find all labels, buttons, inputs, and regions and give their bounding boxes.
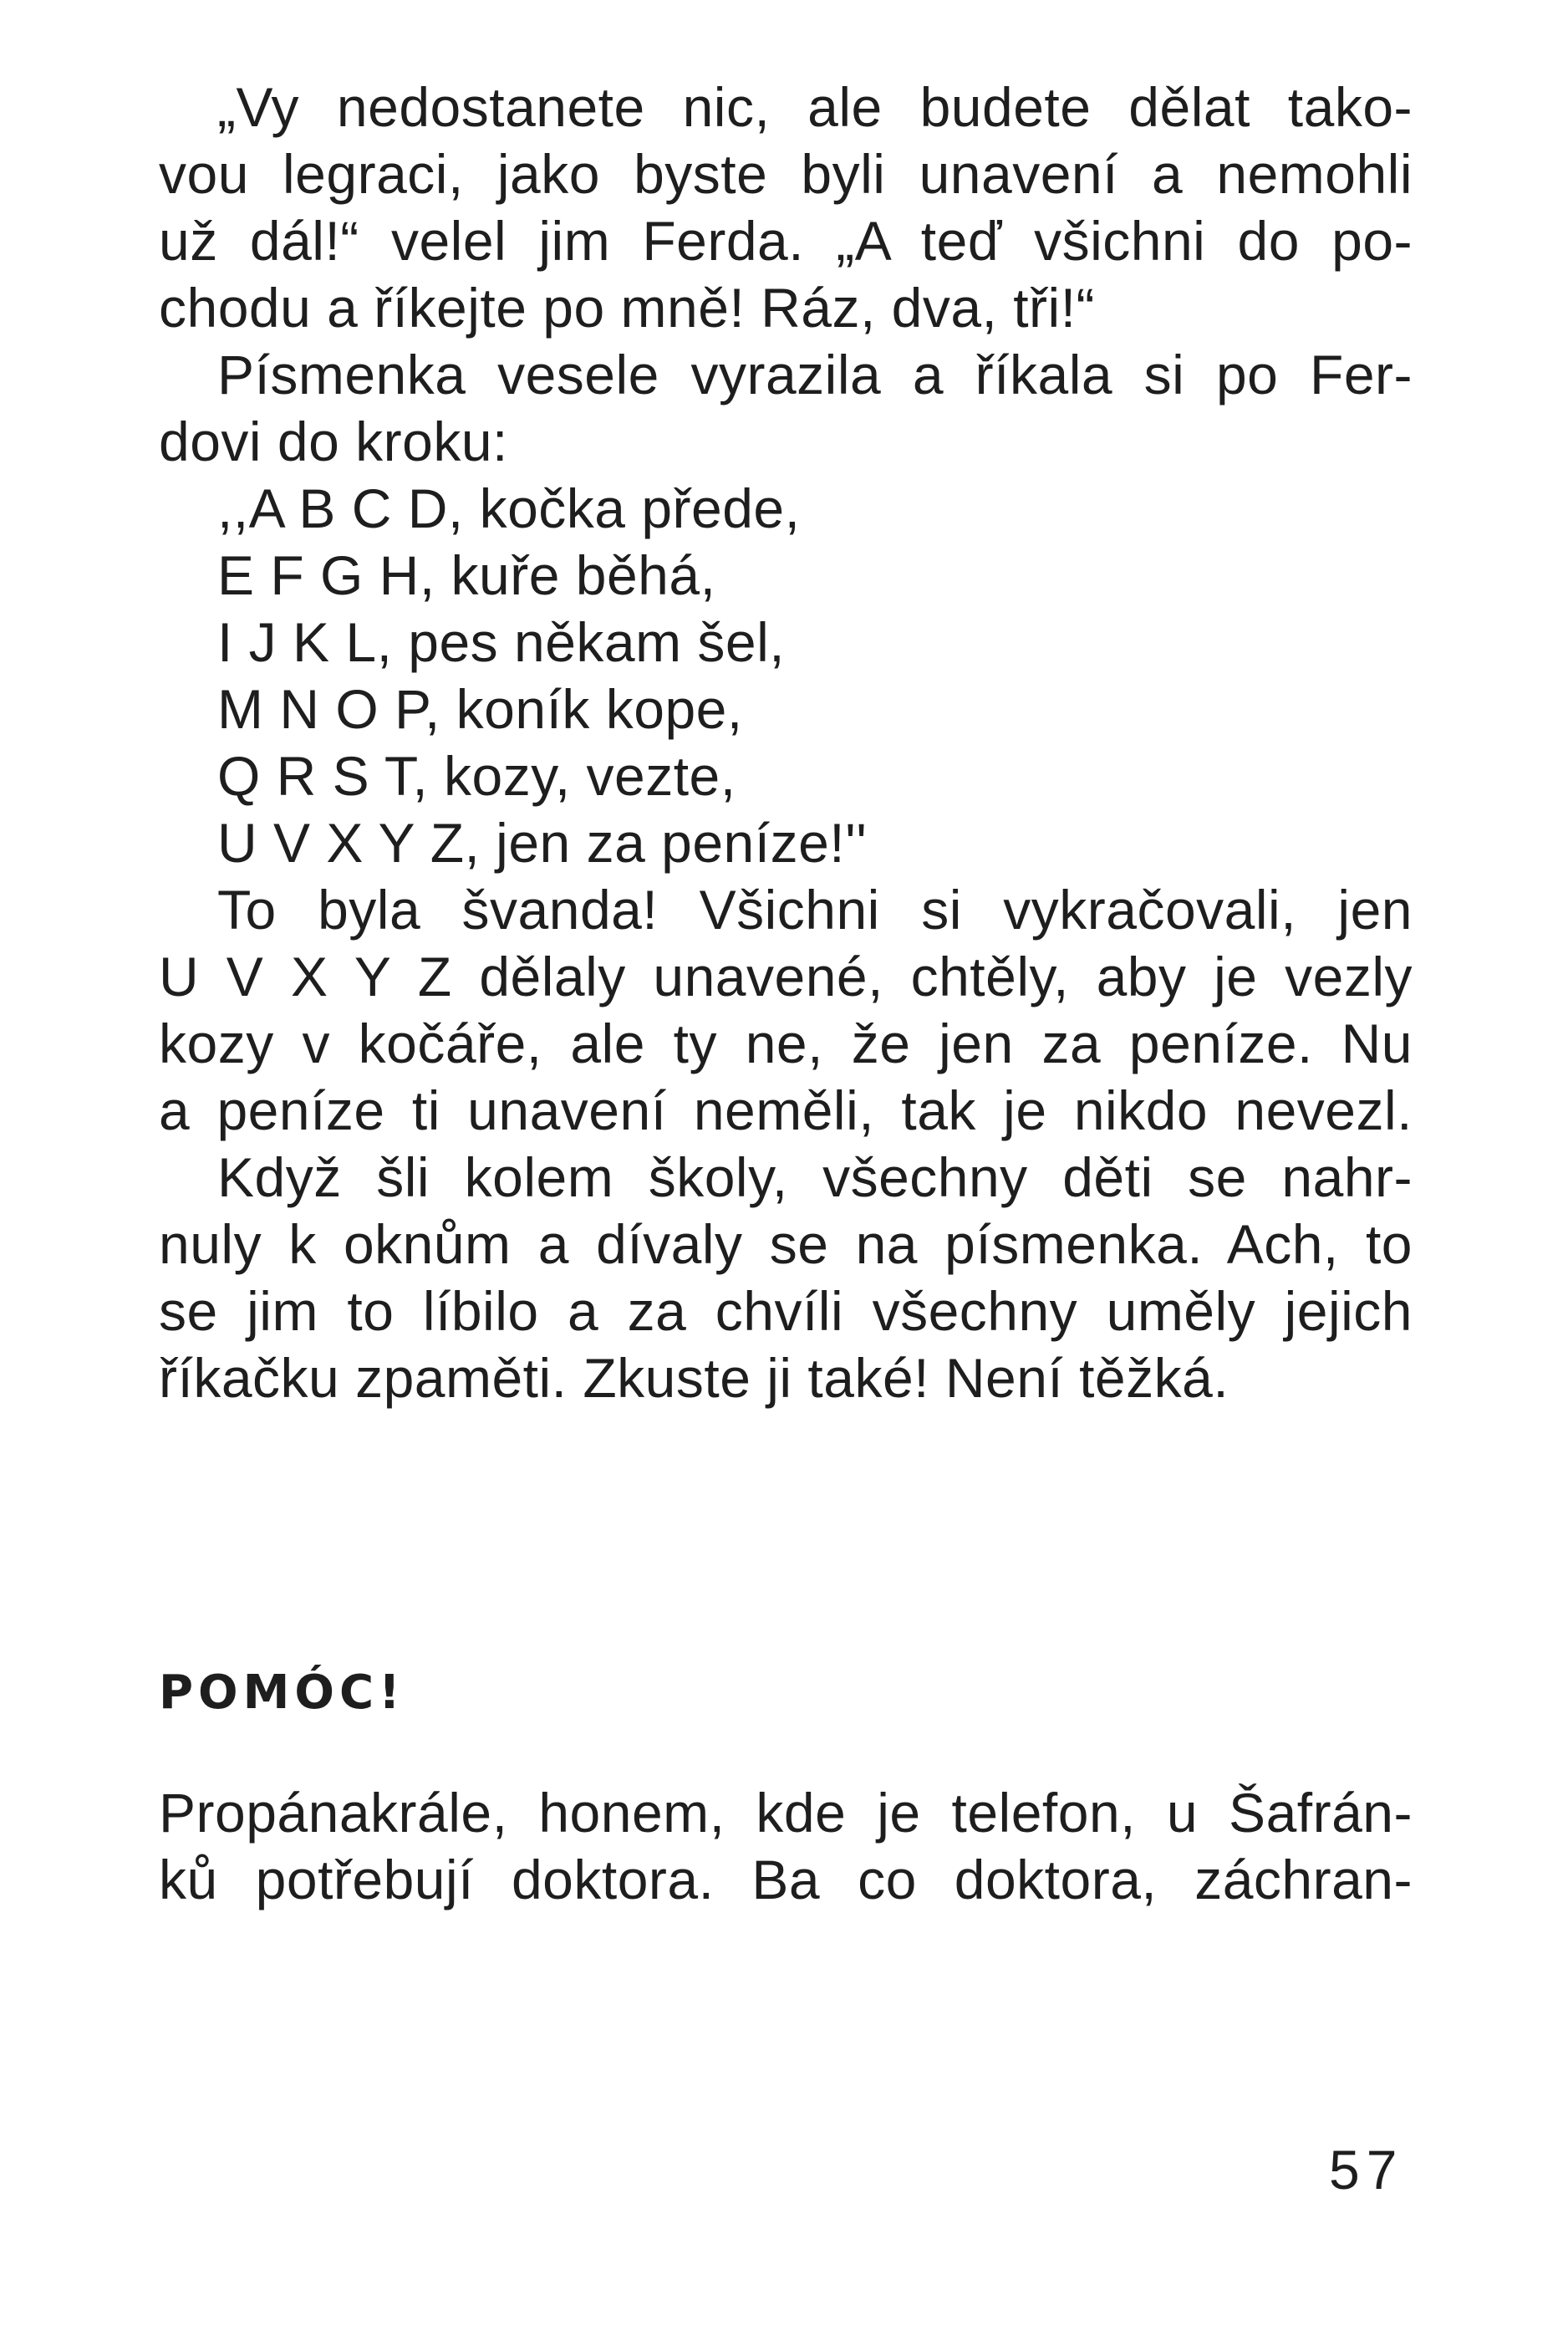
verse-line: Q R S T, kozy, vezte,	[217, 745, 736, 807]
verse-line: E F G H, kuře běhá,	[217, 544, 716, 606]
verse-line: M N O P, koník kope,	[217, 678, 743, 740]
verse-line: I J K L, pes někam šel,	[217, 611, 786, 673]
text-line: Propánakrále, honem, kde je telefon, u Šafrán-	[159, 1782, 1413, 1844]
text-line: nuly k oknům a dívaly se na písmenka. Ach, to	[159, 1213, 1413, 1275]
text-line: U V X Y Z dělaly unavené, chtěly, aby je vezly	[159, 946, 1413, 1007]
text-line: dovi do kroku:	[159, 411, 508, 472]
text-line: chodu a říkejte po mně! Ráz, dva, tři!“	[159, 277, 1096, 339]
text-line: vou legraci, jako byste byli unavení a nemohli	[159, 143, 1413, 205]
text-line: To byla švanda! Všichni si vykračovali, jen	[217, 879, 1413, 941]
text-line: Když šli kolem školy, všechny děti se nahr-	[217, 1146, 1413, 1208]
page-number: 57	[1329, 2139, 1404, 2201]
verse-line: U V X Y Z, jen za peníze!''	[217, 812, 868, 874]
section-heading: POMÓC!	[159, 1665, 405, 1720]
text-line: kozy v kočáře, ale ty ne, že jen za peníze. Nu	[159, 1012, 1413, 1074]
text-line: se jim to líbilo a za chvíli všechny uměly jejich	[159, 1280, 1413, 1342]
text-line: a peníze ti unavení neměli, tak je nikdo nevezl.	[159, 1079, 1413, 1141]
text-line: Písmenka vesele vyrazila a říkala si po Fer-	[217, 344, 1413, 406]
text-line: říkačku zpaměti. Zkuste ji také! Není těžká.	[159, 1347, 1229, 1409]
text-line: už dál!“ velel jim Ferda. „A teď všichni do po-	[159, 210, 1413, 272]
verse-line: ,,A B C D, kočka přede,	[217, 477, 801, 539]
text-line: ků potřebují doktora. Ba co doktora, záchran-	[159, 1849, 1413, 1910]
text-line: „Vy nedostanete nic, ale budete dělat tako-	[217, 76, 1413, 138]
